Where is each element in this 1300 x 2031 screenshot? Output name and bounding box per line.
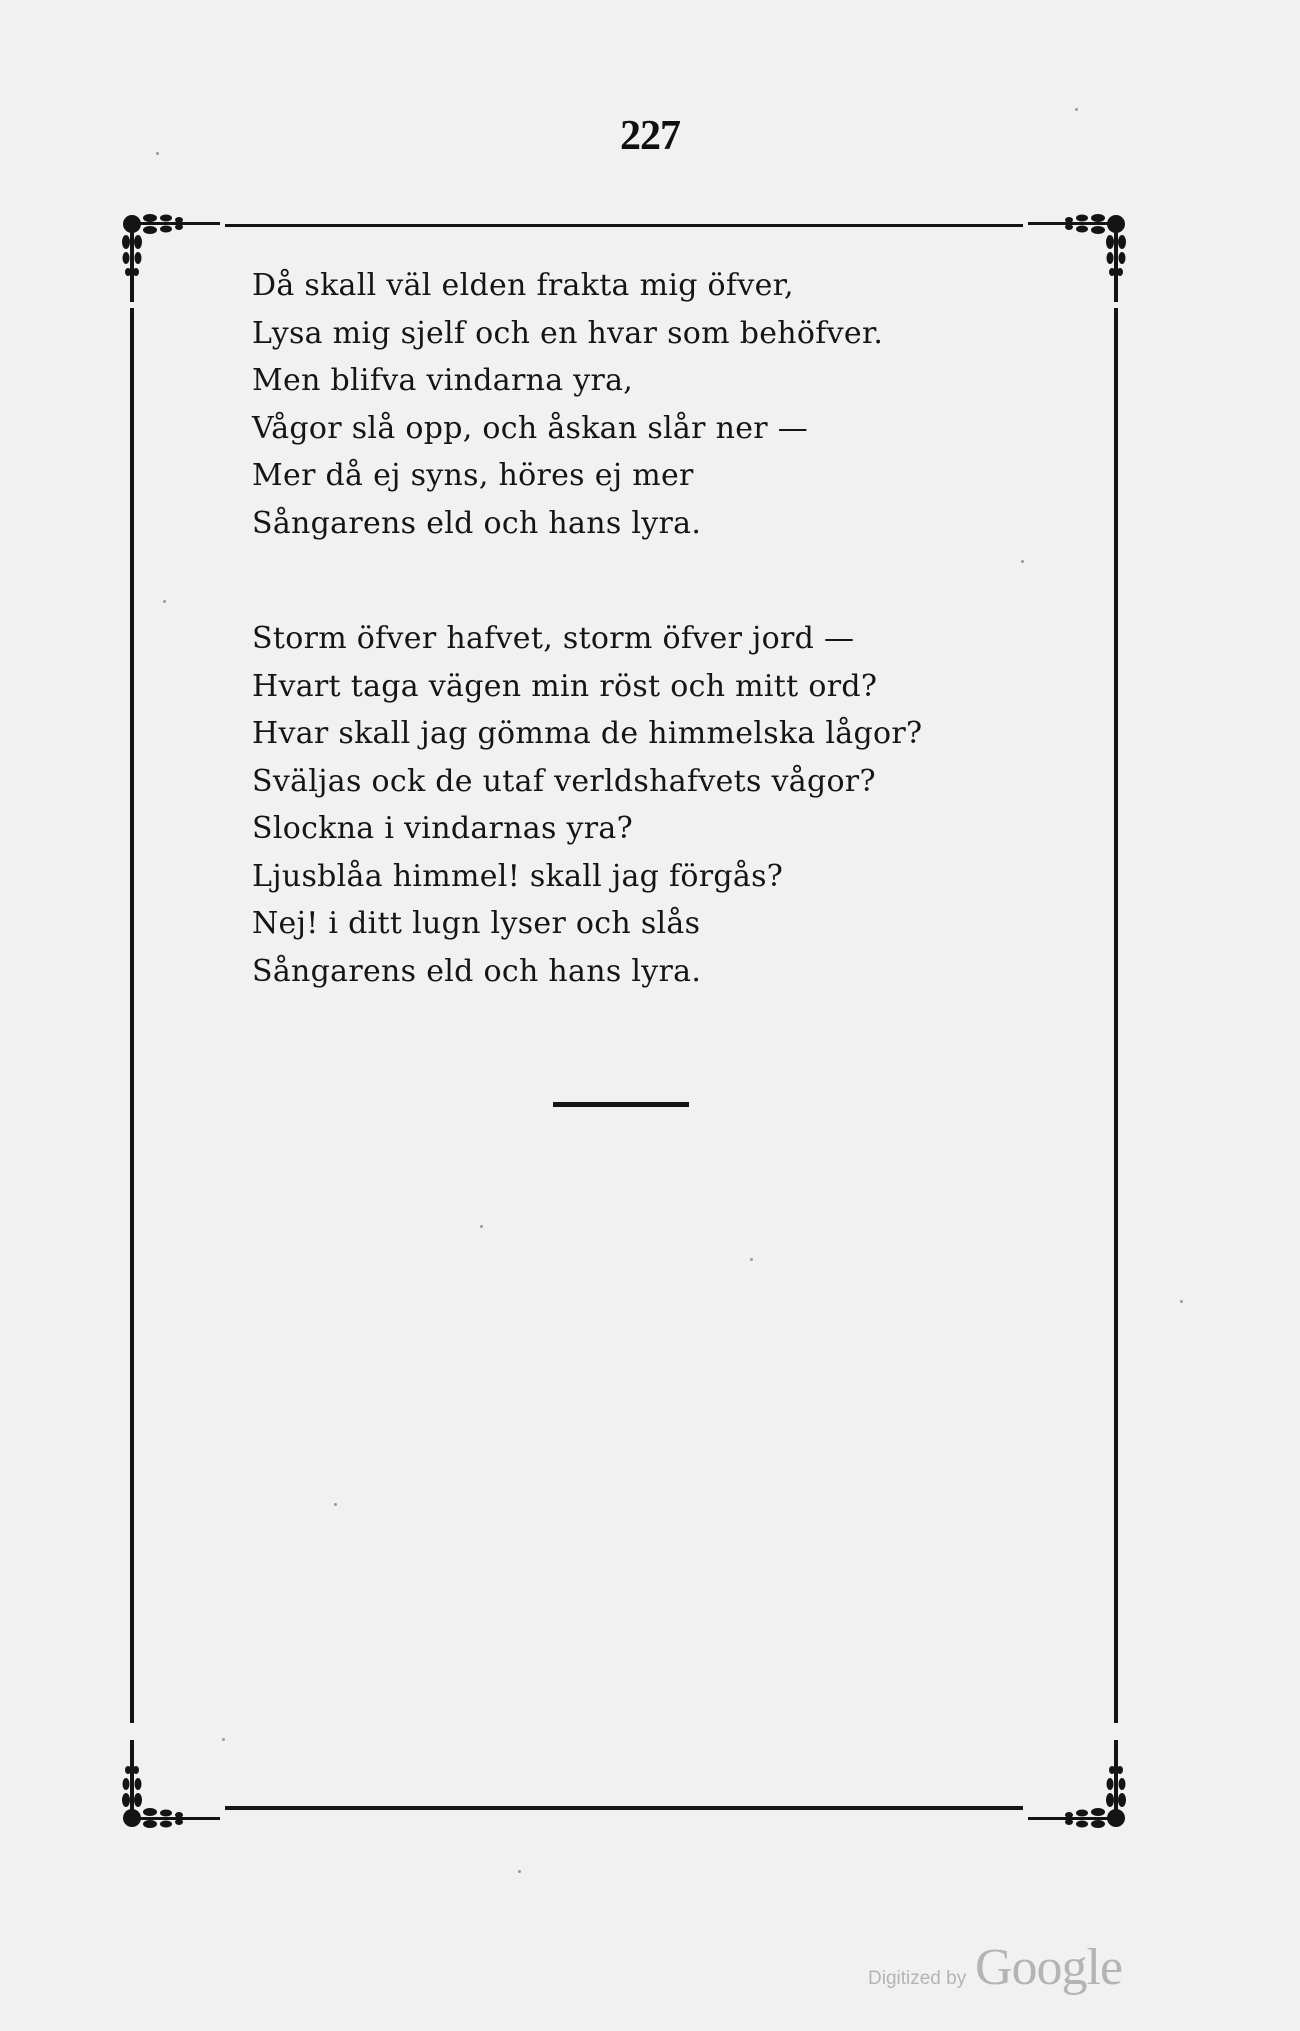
stanza (252, 615, 1012, 995)
poem-line: Vågor slå opp, och åskan slår ner — (252, 410, 809, 446)
poem-line: Storm öfver hafvet, storm öfver jord — (252, 621, 855, 656)
stanza (252, 262, 1012, 547)
paper-speck (163, 600, 166, 603)
paper-speck (1180, 1300, 1183, 1303)
poem-line: Sväljas ock de utaf verldshafvets vågor? (252, 763, 876, 799)
poem-line: Hvar skall jag gömma de himmelska lågor? (252, 716, 923, 751)
poem-line: Ljusblåa himmel! skall jag förgås? (252, 858, 784, 894)
paper-speck (156, 152, 159, 155)
paper-speck (1021, 560, 1024, 563)
poem-line: Lysa mig sjelf och en hvar som behöfver. (252, 315, 884, 351)
corner-ornament-icon (116, 204, 226, 304)
watermark-brand: Google (975, 1939, 1123, 1996)
poem-line: Nej! i ditt lugn lyser och slås (252, 906, 701, 941)
paper-speck (480, 1225, 483, 1228)
poem-line: Men blifva vindarna yra, (252, 363, 634, 398)
paper-speck (1075, 108, 1078, 111)
poem-line: Slockna i vindarnas yra? (252, 811, 633, 846)
border-right-rule (1114, 308, 1118, 1723)
watermark-prefix: Digitized by (868, 1968, 967, 1989)
border-left-rule (130, 308, 134, 1723)
corner-ornament-icon (116, 1738, 226, 1838)
poem (252, 262, 1012, 1063)
paper-speck (222, 1738, 225, 1741)
paper-speck (750, 1258, 753, 1261)
paper-speck (334, 1503, 337, 1506)
border-top-rule (225, 224, 1023, 227)
corner-ornament-icon (1022, 1738, 1132, 1838)
poem-line: Sångarens eld och hans lyra. (252, 953, 702, 989)
poem-line: Sångarens eld och hans lyra. (252, 505, 702, 541)
paper-speck (518, 1870, 521, 1873)
corner-ornament-icon (1022, 204, 1132, 304)
poem-line: Då skall väl elden frakta mig öfver, (252, 268, 794, 303)
poem-line: Hvart taga vägen min röst och mitt ord? (252, 668, 878, 704)
page-number: 227 (620, 113, 680, 159)
poem-line: Mer då ej syns, höres ej mer (252, 458, 694, 493)
border-bottom-rule (225, 1806, 1023, 1810)
end-rule-divider (553, 1102, 689, 1107)
digitized-watermark (868, 1938, 1128, 1998)
